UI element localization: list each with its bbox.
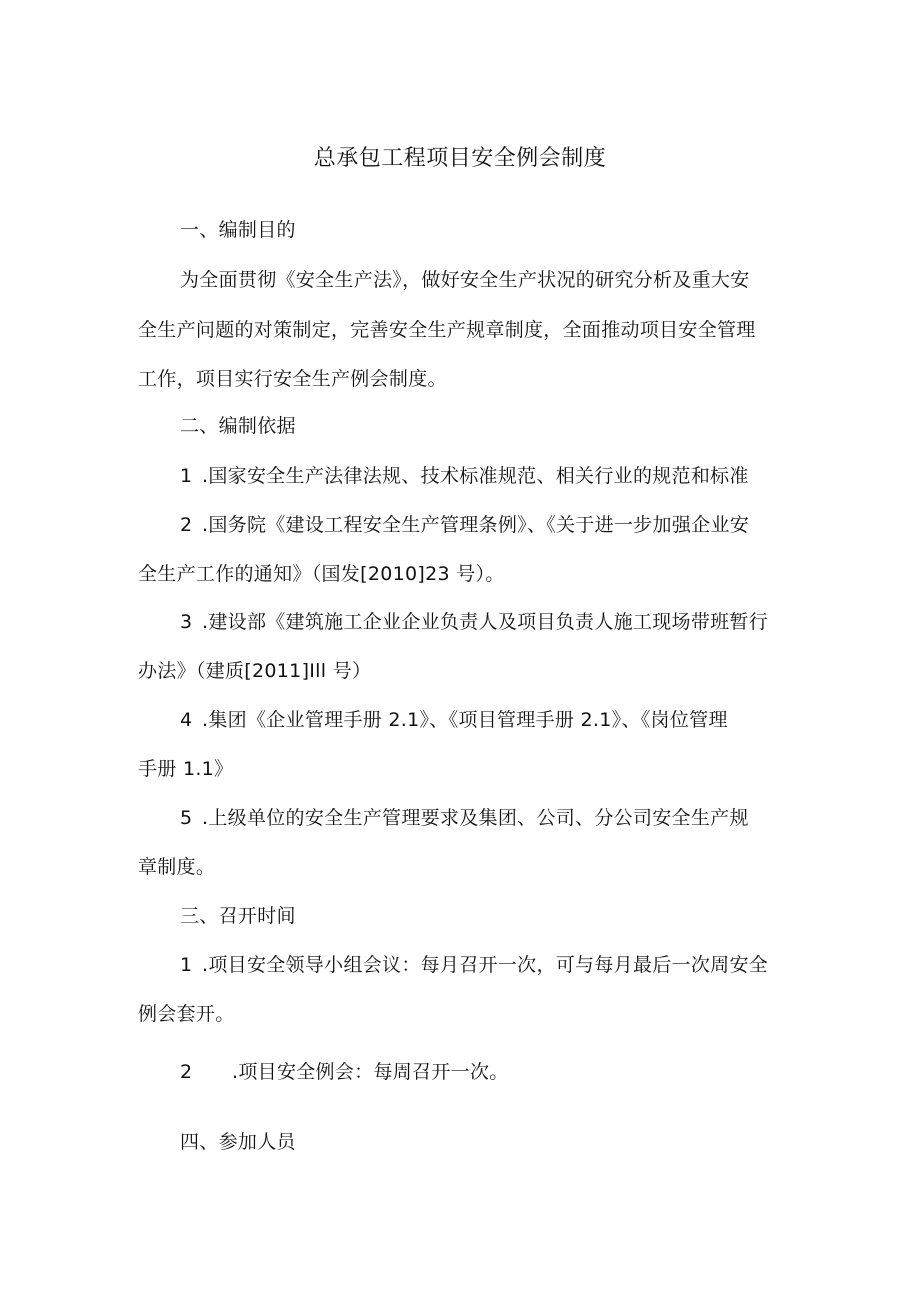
list-number: 3 [180,611,193,633]
list-continuation: 全生产工作的通知》（国发[2010]23 号）。 [138,563,505,585]
list-number: 2 [180,1061,193,1083]
list-text: .建设部《建筑施工企业企业负责人及项目负责人施工现场带班暂行 [202,611,769,633]
list-text: .国务院《建设工程安全生产管理条例》、《关于进一步加强企业安 [202,514,750,536]
paragraph-line: 全生产问题的对策制定，完善安全生产规章制度，全面推动项目安全管理 [138,319,756,341]
list-continuation: 办法》（建质[2011]Ill 号） [138,660,372,682]
list-text: .国家安全生产法律法规、技术标准规范、相关行业的规范和标准 [202,465,749,487]
section-heading-purpose: 一、编制目的 [180,219,296,241]
list-item [180,462,749,490]
list-text: .上级单位的安全生产管理要求及集团、公司、分公司安全生产规 [202,807,749,829]
list-text: .集团《企业管理手册 2.1》、《项目管理手册 2.1》、《岗位管理 [202,709,728,731]
paragraph-line: 为全面贯彻《安全生产法》，做好安全生产状况的研究分析及重大安 [180,269,750,291]
list-number: 1 [180,954,193,976]
list-item [180,511,749,539]
list-item [180,804,749,832]
list-continuation: 章制度。 [138,856,216,878]
list-number: 1 [180,465,193,487]
list-continuation: 例会套开。 [138,1003,235,1025]
list-item [180,608,768,636]
section-heading-attendees: 四、参加人员 [180,1131,296,1153]
list-number: 2 [180,514,193,536]
list-text: .项目安全领导小组会议：每月召开一次，可与每月最后一次周安全 [202,954,769,976]
list-continuation: 手册 1.1》 [138,758,234,780]
list-number: 5 [180,807,193,829]
list-item [180,1058,509,1086]
section-heading-basis: 二、编制依据 [180,415,296,437]
list-number: 4 [180,709,193,731]
list-text: .项目安全例会：每周召开一次。 [232,1061,509,1083]
list-item [180,706,728,734]
section-heading-schedule: 三、召开时间 [180,905,296,927]
paragraph-line: 工作，项目实行安全生产例会制度。 [138,368,447,390]
list-item [180,951,768,979]
document-title: 总承包工程项目安全例会制度 [313,146,607,171]
